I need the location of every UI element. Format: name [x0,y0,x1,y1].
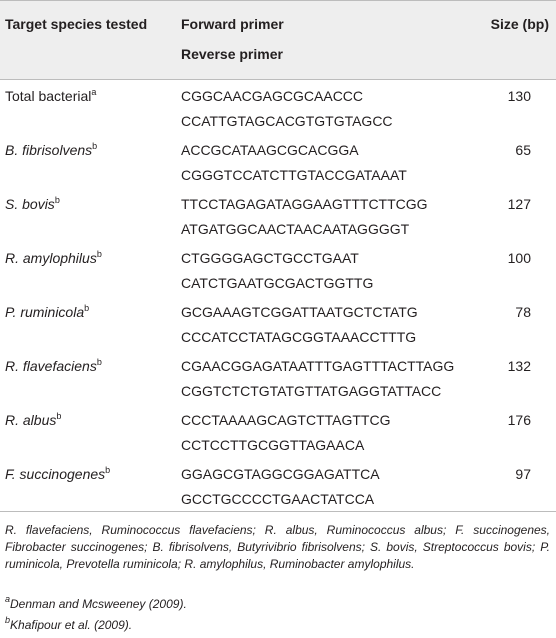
header-forward-primer: Forward primer [181,16,284,32]
species-name: R. amylophilus [5,250,97,266]
species-name: P. ruminicola [5,304,85,320]
reverse-primer-cell: CGGTCTCTGTATGTTATGAGGTATTACC [181,383,442,399]
species-name: B. fibrisolvens [5,142,93,158]
forward-primer-cell: GCGAAAGTCGGATTAATGCTCTATG [181,304,418,320]
table-row [0,350,556,404]
species-footnote-mark: a [91,87,97,97]
species-footnote-mark: b [56,411,62,421]
forward-primer-cell: CGGCAACGAGCGCAACCC [181,88,364,104]
footnote-a-text: Denman and Mcsweeney (2009). [10,597,187,611]
species-name: F. succinogenes [5,466,106,482]
header-size: Size (bp) [490,16,549,32]
species-footnote-mark: b [96,249,102,259]
size-cell: 130 [507,88,531,104]
forward-primer-cell: CGAACGGAGATAATTTGAGTTTACTTAGG [181,358,455,374]
species-name: S. bovis [5,196,55,212]
species-cell [5,88,96,104]
species-footnote-mark: b [92,141,98,151]
table-row [0,134,556,188]
table-row [0,458,556,512]
table-row [0,242,556,296]
table-bottom-rule [0,511,556,512]
species-footnote-mark: b [54,195,60,205]
size-cell: 100 [507,250,531,266]
reverse-primer-cell: CGGGTCCATCTTGTACCGATAAAT [181,167,407,183]
reverse-primer-cell: CCTCCTTGCGGTTAGAACA [181,437,365,453]
forward-primer-cell: ACCGCATAAGCGCACGGA [181,142,359,158]
species-cell [5,196,60,212]
size-cell: 132 [507,358,531,374]
header-species: Target species tested [5,16,148,32]
footnote-b-text: Khafipour et al. (2009). [10,618,133,632]
species-name: R. flavefaciens [5,358,97,374]
size-cell: 78 [515,304,531,320]
reverse-primer-cell: CCATTGTAGCACGTGTGTAGCC [181,113,393,129]
abbreviations-footnote: R. flavefaciens, Ruminococcus flavefaciens; R. albus, Ruminococcus albus; F. succinogenes, Fibrobacter succinogenes; B. fibrisolvens, Butyrivibrio fibrisolvens; S. bovis, Streptococcus bovis; P. ruminicola, Prevotella ruminicola; R. amylophilus, Ruminobacter amylophilus. [5,523,550,571]
table-body [0,80,556,512]
species-cell [5,304,89,320]
species-cell [5,142,97,158]
species-footnote-mark: b [105,465,111,475]
table-row [0,296,556,350]
forward-primer-cell: GGAGCGTAGGCGGAGATTCA [181,466,380,482]
footnote-b-mark: b [5,615,11,625]
species-footnote-mark: b [84,303,90,313]
reverse-primer-cell: GCCTGCCCCTGAACTATCCA [181,491,375,507]
species-footnote-mark: b [96,357,102,367]
size-cell: 65 [515,142,531,158]
species-cell [5,466,110,482]
species-cell [5,358,102,374]
forward-primer-cell: TTCCTAGAGATAGGAAGTTTCTTCGG [181,196,428,212]
species-name: R. albus [5,412,57,428]
table-row [0,80,556,134]
header-reverse-primer: Reverse primer [181,46,283,62]
size-cell: 176 [507,412,531,428]
reverse-primer-cell: CCCATCCTATAGCGGTAAACCTTTG [181,329,417,345]
size-cell: 97 [515,466,531,482]
forward-primer-cell: CTGGGGAGCTGCCTGAAT [181,250,359,266]
footnote-b [5,617,132,633]
species-name: Total bacterial [5,88,92,104]
footnote-a-mark: a [5,594,11,604]
forward-primer-cell: CCCTAAAAGCAGTCTTAGTTCG [181,412,391,428]
reverse-primer-cell: ATGATGGCAACTAACAATAGGGGT [181,221,410,237]
table-header [0,0,556,80]
species-cell [5,250,102,266]
table-row [0,404,556,458]
reverse-primer-cell: CATCTGAATGCGACTGGTTG [181,275,374,291]
table-row [0,188,556,242]
footnote-a [5,596,187,612]
species-cell [5,412,61,428]
size-cell: 127 [507,196,531,212]
